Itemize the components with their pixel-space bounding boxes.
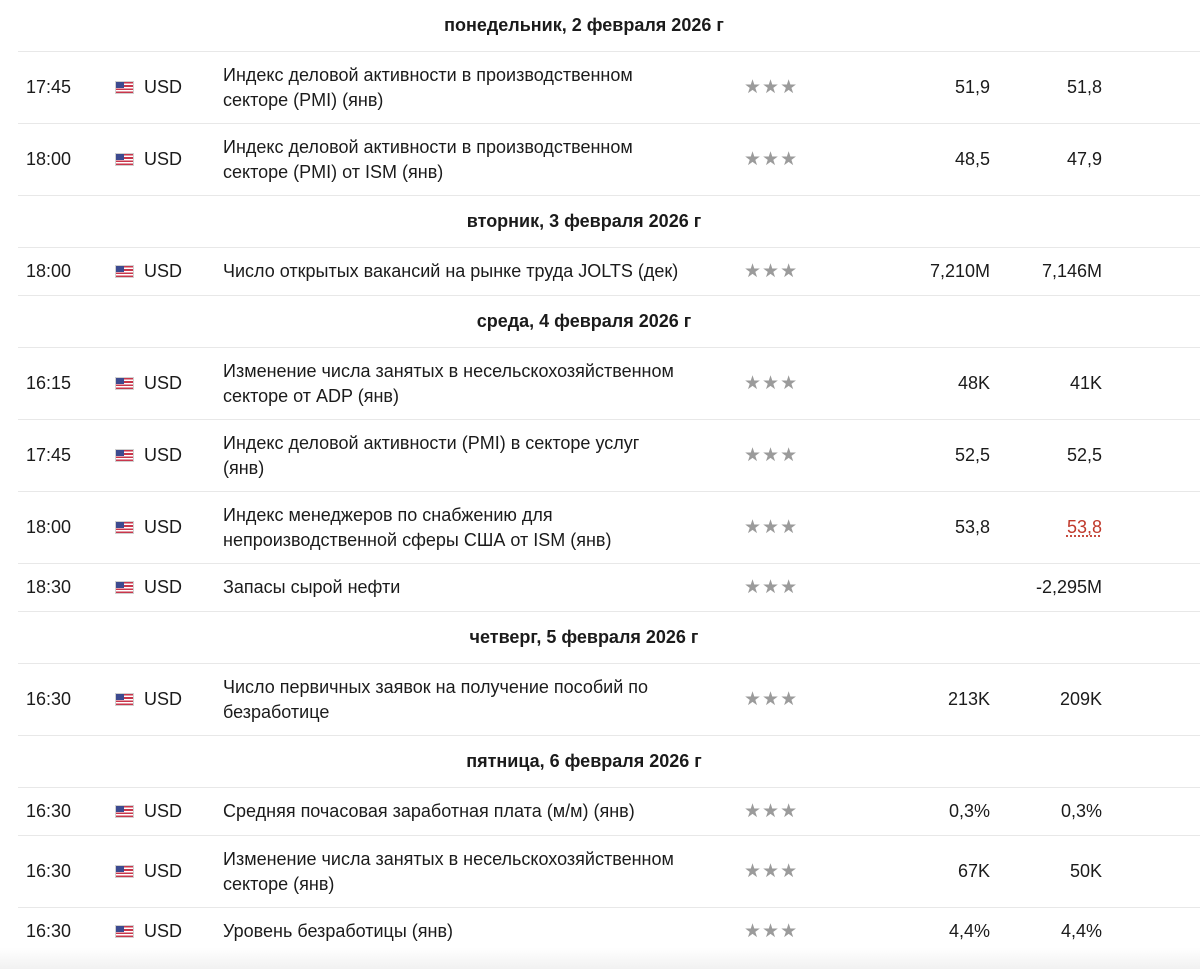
star-icon: ★ bbox=[744, 445, 763, 466]
event-name[interactable] bbox=[223, 836, 723, 907]
event-row[interactable] bbox=[18, 124, 1200, 196]
forecast-value: 52,5 bbox=[954, 445, 990, 465]
previous-value: 41K bbox=[1069, 373, 1102, 393]
day-header bbox=[18, 612, 1200, 664]
us-flag-icon bbox=[115, 788, 135, 835]
us-flag-icon bbox=[115, 564, 135, 611]
star-icon: ★ bbox=[762, 921, 781, 942]
star-icon: ★ bbox=[780, 149, 799, 170]
us-flag-icon bbox=[115, 420, 135, 491]
forecast-value: 213K bbox=[947, 689, 990, 709]
event-time: 16:30 bbox=[26, 861, 72, 881]
importance-stars bbox=[744, 52, 804, 123]
currency-code: USD bbox=[144, 261, 183, 281]
event-name[interactable] bbox=[223, 492, 723, 563]
day-header bbox=[18, 196, 1200, 248]
star-icon: ★ bbox=[744, 801, 763, 822]
event-time: 18:00 bbox=[26, 261, 72, 281]
us-flag-icon bbox=[115, 52, 135, 123]
star-icon: ★ bbox=[744, 373, 763, 394]
event-time: 16:30 bbox=[26, 921, 72, 941]
star-icon: ★ bbox=[780, 921, 799, 942]
event-row[interactable] bbox=[18, 664, 1200, 736]
event-time: 16:15 bbox=[26, 373, 72, 393]
star-icon: ★ bbox=[762, 517, 781, 538]
star-icon: ★ bbox=[780, 373, 799, 394]
star-icon: ★ bbox=[744, 149, 763, 170]
event-name-line2: секторе (янв) bbox=[223, 873, 335, 894]
forecast-value: 4,4% bbox=[948, 921, 990, 941]
event-row[interactable] bbox=[18, 492, 1200, 564]
day-header bbox=[18, 736, 1200, 788]
event-name-line1: Индекс деловой активности (PMI) в секторе услуг bbox=[223, 432, 640, 453]
previous-value-highlighted: 53,8 bbox=[1066, 517, 1102, 537]
event-name-line1: Средняя почасовая заработная плата (м/м) (янв) bbox=[223, 801, 635, 821]
star-icon: ★ bbox=[780, 445, 799, 466]
event-time: 17:45 bbox=[26, 445, 72, 465]
us-flag-icon bbox=[115, 664, 135, 735]
star-icon: ★ bbox=[762, 689, 781, 710]
event-name-line1: Число открытых вакансий на рынке труда JOLTS (дек) bbox=[223, 261, 679, 281]
star-icon: ★ bbox=[744, 861, 763, 882]
event-time: 17:45 bbox=[26, 77, 72, 97]
currency-code: USD bbox=[144, 517, 183, 537]
previous-value: 50K bbox=[1069, 861, 1102, 881]
previous-value: 209K bbox=[1059, 689, 1102, 709]
star-icon: ★ bbox=[780, 577, 799, 598]
currency-code: USD bbox=[144, 149, 183, 169]
star-icon: ★ bbox=[780, 801, 799, 822]
event-name-line2: непроизводственной сферы США от ISM (янв) bbox=[223, 529, 612, 550]
forecast-value: 48,5 bbox=[954, 149, 990, 169]
importance-stars bbox=[744, 836, 804, 907]
event-name-line1: Индекс менеджеров по снабжению для bbox=[223, 504, 553, 525]
star-icon: ★ bbox=[762, 77, 781, 98]
us-flag-icon bbox=[115, 248, 135, 295]
event-row[interactable] bbox=[18, 52, 1200, 124]
star-icon: ★ bbox=[780, 517, 799, 538]
event-name-line1: Индекс деловой активности в производственном bbox=[223, 136, 633, 157]
previous-value bbox=[998, 492, 1102, 563]
event-row[interactable] bbox=[18, 420, 1200, 492]
event-name-line1: Уровень безработицы (янв) bbox=[223, 921, 454, 941]
day-header bbox=[18, 296, 1200, 348]
forecast-value bbox=[878, 564, 990, 611]
event-name-line1: Индекс деловой активности в производственном bbox=[223, 64, 633, 85]
event-name-line2: секторе (PMI) от ISM (янв) bbox=[223, 161, 444, 182]
event-time: 18:00 bbox=[26, 149, 72, 169]
event-name[interactable] bbox=[223, 788, 723, 835]
currency-code: USD bbox=[144, 689, 183, 709]
star-icon: ★ bbox=[780, 861, 799, 882]
event-name[interactable] bbox=[223, 348, 723, 419]
forecast-value: 48K bbox=[957, 373, 990, 393]
star-icon: ★ bbox=[744, 921, 763, 942]
star-icon: ★ bbox=[780, 689, 799, 710]
day-title: пятница, 6 февраля 2026 г bbox=[466, 751, 702, 771]
event-name[interactable] bbox=[223, 664, 723, 735]
star-icon: ★ bbox=[762, 261, 781, 282]
star-icon: ★ bbox=[762, 577, 781, 598]
event-name[interactable] bbox=[223, 124, 723, 195]
currency-code: USD bbox=[144, 921, 183, 941]
event-name-line1: Изменение числа занятых в несельскохозяйственном bbox=[223, 848, 674, 869]
event-name[interactable] bbox=[223, 248, 723, 295]
day-title: вторник, 3 февраля 2026 г bbox=[466, 211, 702, 231]
forecast-value: 0,3% bbox=[948, 801, 990, 821]
economic-calendar bbox=[18, 0, 1200, 956]
event-name[interactable] bbox=[223, 52, 723, 123]
star-icon: ★ bbox=[762, 149, 781, 170]
star-icon: ★ bbox=[744, 577, 763, 598]
importance-stars bbox=[744, 124, 804, 195]
currency-code: USD bbox=[144, 801, 183, 821]
currency-code: USD bbox=[144, 861, 183, 881]
importance-stars bbox=[744, 420, 804, 491]
left-margin bbox=[0, 0, 18, 969]
event-time: 18:00 bbox=[26, 517, 72, 537]
event-row[interactable] bbox=[18, 348, 1200, 420]
day-title: среда, 4 февраля 2026 г bbox=[476, 311, 692, 331]
previous-value: 51,8 bbox=[1066, 77, 1102, 97]
importance-stars bbox=[744, 248, 804, 295]
star-icon: ★ bbox=[762, 373, 781, 394]
bottom-shadow bbox=[0, 948, 1200, 969]
event-name-line1: Запасы сырой нефти bbox=[223, 577, 401, 597]
forecast-value: 67K bbox=[957, 861, 990, 881]
star-icon: ★ bbox=[744, 689, 763, 710]
event-time: 16:30 bbox=[26, 689, 72, 709]
us-flag-icon bbox=[115, 492, 135, 563]
star-icon: ★ bbox=[744, 77, 763, 98]
event-time: 18:30 bbox=[26, 577, 72, 597]
importance-stars bbox=[744, 664, 804, 735]
star-icon: ★ bbox=[762, 801, 781, 822]
previous-value: 0,3% bbox=[1060, 801, 1102, 821]
star-icon: ★ bbox=[762, 445, 781, 466]
previous-value: 4,4% bbox=[1060, 921, 1102, 941]
currency-code: USD bbox=[144, 445, 183, 465]
event-row[interactable] bbox=[18, 836, 1200, 908]
currency-code: USD bbox=[144, 373, 183, 393]
previous-value: -2,295M bbox=[1035, 577, 1102, 597]
importance-stars bbox=[744, 492, 804, 563]
day-title: четверг, 5 февраля 2026 г bbox=[469, 627, 699, 647]
event-name-line2: (янв) bbox=[223, 457, 265, 478]
event-name[interactable] bbox=[223, 420, 723, 491]
forecast-value: 7,210M bbox=[929, 261, 990, 281]
currency-code: USD bbox=[144, 577, 183, 597]
event-row[interactable] bbox=[18, 248, 1200, 296]
previous-value: 47,9 bbox=[1066, 149, 1102, 169]
star-icon: ★ bbox=[780, 77, 799, 98]
us-flag-icon bbox=[115, 836, 135, 907]
us-flag-icon bbox=[115, 348, 135, 419]
star-icon: ★ bbox=[744, 261, 763, 282]
event-row[interactable] bbox=[18, 788, 1200, 836]
star-icon: ★ bbox=[780, 261, 799, 282]
event-row[interactable] bbox=[18, 564, 1200, 612]
event-name-line2: секторе (PMI) (янв) bbox=[223, 89, 384, 110]
star-icon: ★ bbox=[762, 861, 781, 882]
previous-value: 52,5 bbox=[1066, 445, 1102, 465]
importance-stars bbox=[744, 564, 804, 611]
importance-stars bbox=[744, 788, 804, 835]
event-name-line2: секторе от ADP (янв) bbox=[223, 385, 399, 406]
us-flag-icon bbox=[115, 124, 135, 195]
day-header bbox=[18, 0, 1200, 52]
forecast-value: 53,8 bbox=[954, 517, 990, 537]
importance-stars bbox=[744, 348, 804, 419]
star-icon: ★ bbox=[744, 517, 763, 538]
currency-code: USD bbox=[144, 77, 183, 97]
event-name-line1: Число первичных заявок на получение пособий по bbox=[223, 676, 649, 697]
forecast-value: 51,9 bbox=[954, 77, 990, 97]
event-name-line2: безработице bbox=[223, 701, 330, 722]
event-name-line1: Изменение числа занятых в несельскохозяйственном bbox=[223, 360, 674, 381]
day-title: понедельник, 2 февраля 2026 г bbox=[444, 15, 724, 35]
event-name[interactable] bbox=[223, 564, 723, 611]
previous-value: 7,146M bbox=[1041, 261, 1102, 281]
event-time: 16:30 bbox=[26, 801, 72, 821]
